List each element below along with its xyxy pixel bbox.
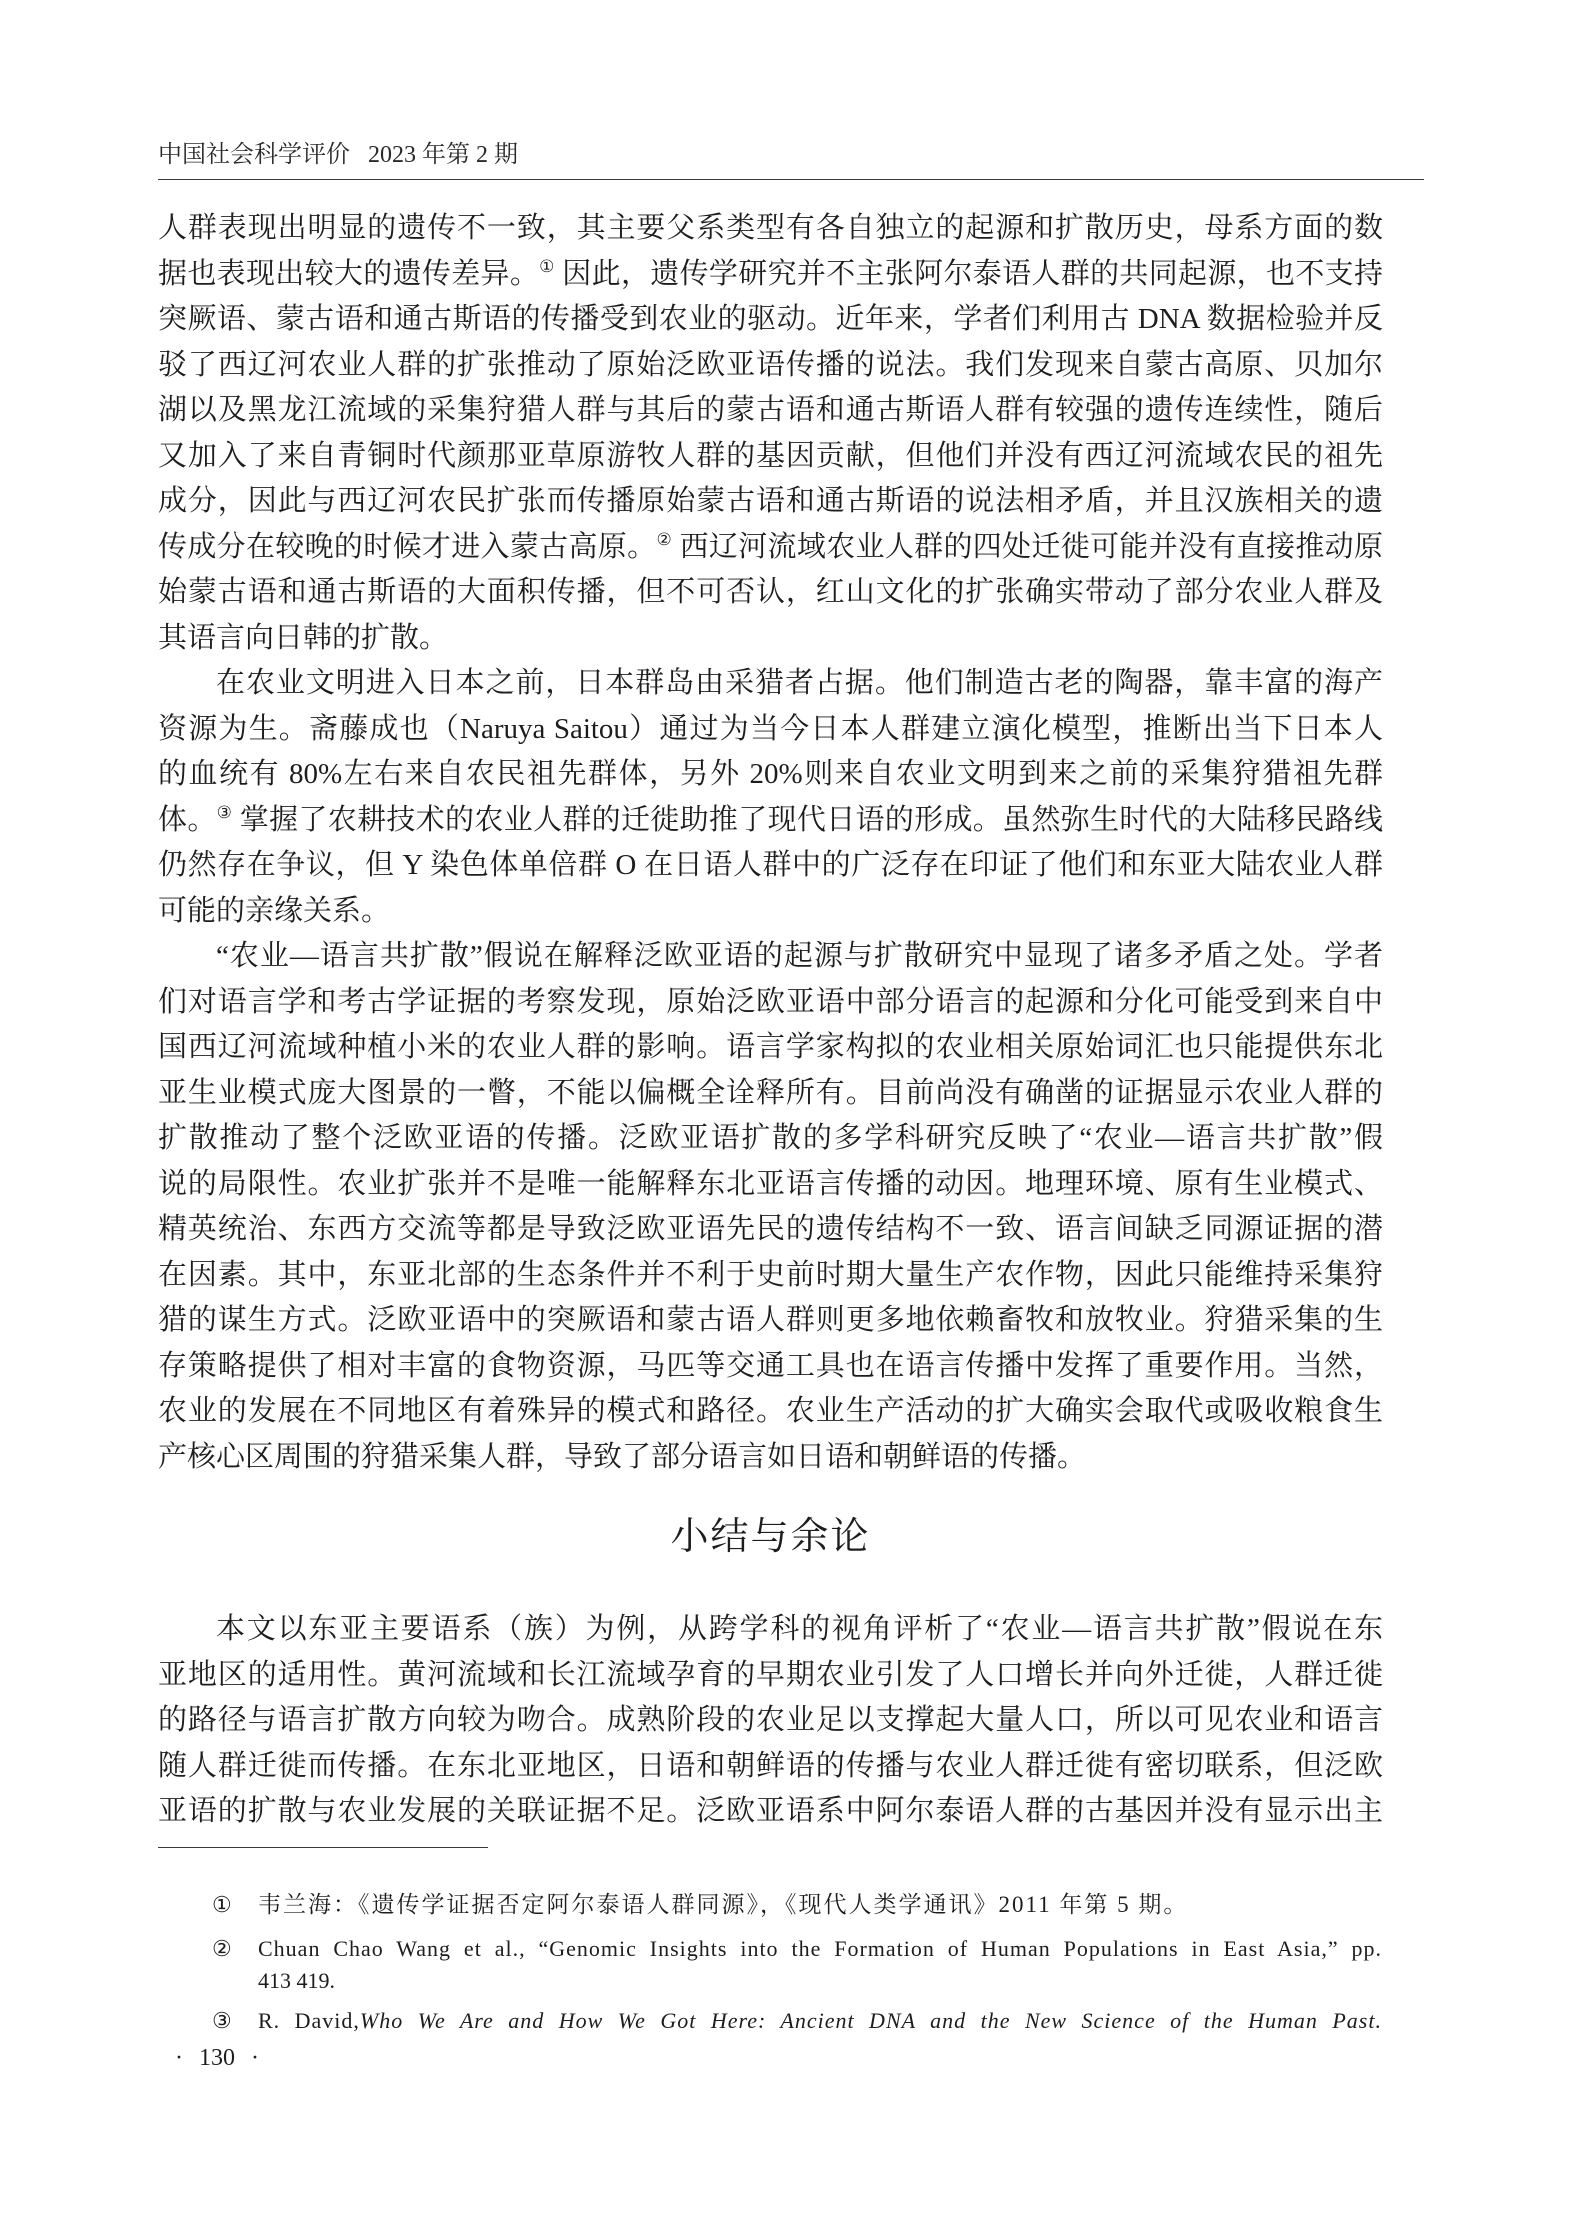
section-heading: 小结与余论 [670, 1516, 871, 1558]
footnote-line: Chuan Chao Wang et al., “Genomic Insights into the Formation of Human Populations in East Asia,” pp. [258, 1936, 1382, 1961]
body-line: 存策略提供了相对丰富的食物资源，马匹等交通工具也在语言传播中发挥了重要作用。当然， [158, 1349, 1383, 1382]
footnote-book-title: Who We Are and How We Got Here: Ancient DNA and the New Science of the Human Past. [359, 2008, 1382, 2033]
body-line: 可能的亲缘关系。 [158, 894, 391, 927]
body-paragraph [158, 206, 1383, 661]
body-line: 亚地区的适用性。黄河流域和长江流域孕育的早期农业引发了人口增长并向外迁徙，人群迁徙 [158, 1658, 1383, 1691]
body-line: 亚语的扩散与农业发展的关联证据不足。泛欧亚语系中阿尔泰语人群的古基因并没有显示出主 [158, 1795, 1383, 1827]
body-line: 人群表现出明显的遗传不一致，其主要父系类型有各自独立的起源和扩散历史，母系方面的数 [158, 212, 1383, 244]
body-line: “农业—语言共扩散”假说在解释泛欧亚语的起源与扩散研究中显现了诸多矛盾之处。学者 [216, 940, 1383, 972]
body-line: 湖以及黑龙江流域的采集狩猎人群与其后的蒙古语和通古斯语人群有较强的遗传连续性，随后 [158, 394, 1383, 426]
body-paragraph [158, 661, 1383, 934]
body-line: 驳了西辽河农业人群的扩张推动了原始泛欧亚语传播的说法。我们发现来自蒙古高原、贝加尔 [158, 348, 1383, 381]
footnote-1 [212, 1889, 1382, 1921]
body-line: 资源为生。斋藤成也（Naruya Saitou）通过为当今日本人群建立演化模型，推断出当下日本人 [158, 712, 1383, 745]
body-line: 在因素。其中，东亚北部的生态条件并不利于史前时期大量生产农作物，因此只能维持采集狩 [158, 1258, 1383, 1291]
body-line: 随人群迁徙而传播。在东北亚地区，日语和朝鲜语的传播与农业人群迁徙有密切联系，但泛欧 [158, 1749, 1383, 1782]
body-line: 在农业文明进入日本之前，日本群岛由采猎者占据。他们制造古老的陶器，靠丰富的海产 [216, 667, 1383, 699]
body-line: 精英统治、东西方交流等都是导致泛欧亚语先民的遗传结构不一致、语言间缺乏同源证据的潜 [158, 1213, 1383, 1245]
line-text: 掌握了农耕技术的农业人群的迁徙助推了现代日语的形成。虽然弥生时代的大陆移民路线 [232, 803, 1383, 836]
line-text: 据也表现出较大的遗传差异。 [158, 257, 540, 290]
body-line: 的路径与语言扩散方向较为吻合。成熟阶段的农业足以支撑起大量人口，所以可见农业和语言 [158, 1704, 1383, 1736]
body-line [158, 798, 1383, 844]
footnote-mark: ① [212, 1892, 232, 1917]
body-line [158, 525, 1383, 571]
body-line: 本文以东亚主要语系（族）为例，从跨学科的视角评析了“农业—语言共扩散”假说在东 [216, 1613, 1383, 1645]
footnote-line: 韦兰海：《遗传学证据否定阿尔泰语人群同源》，《现代人类学通讯》2011 年第 5 期。 [258, 1892, 1189, 1917]
footnote-line [258, 2005, 1382, 2037]
line-text: 因此，遗传学研究并不主张阿尔泰语人群的共同起源，也不支持 [554, 257, 1383, 290]
footnote-line: 413 419. [258, 1968, 335, 1993]
body-line: 突厥语、蒙古语和通古斯语的传播受到农业的驱动。近年来，学者们利用古 DNA 数据检验并反 [158, 303, 1383, 335]
body-line: 成分，因此与西辽河农民扩张而传播原始蒙古语和通古斯语的说法相矛盾，并且汉族相关的遗 [158, 485, 1383, 517]
line-text: 西辽河流域农业人群的四处迁徙可能并没有直接推动原 [672, 530, 1383, 563]
body-paragraph [158, 1607, 1383, 1835]
body-line: 其语言向日韩的扩散。 [158, 621, 449, 654]
body-line: 说的局限性。农业扩张并不是唯一能解释东北亚语言传播的动因。地理环境、原有生业模式、 [158, 1167, 1383, 1200]
body-paragraph [158, 934, 1383, 1480]
footnote-text [258, 2005, 1382, 2037]
body-line: 农业的发展在不同地区有着殊异的模式和路径。农业生产活动的扩大确实会取代或吸收粮食生 [158, 1395, 1383, 1427]
footnote-rule [158, 1847, 488, 1848]
body-text [158, 206, 1383, 1835]
body-line [158, 252, 1383, 298]
running-header [158, 139, 518, 171]
footnote-3 [212, 2005, 1382, 2037]
footnote-mark: ③ [212, 2008, 232, 2033]
issue-label: 2023 年第 2 期 [368, 142, 518, 168]
footnote-text [258, 1933, 1382, 1997]
body-line: 猎的谋生方式。泛欧亚语中的突厥语和蒙古语人群则更多地依赖畜牧和放牧业。狩猎采集的生 [158, 1304, 1383, 1336]
header-rule [158, 179, 1424, 180]
body-line: 产核心区周围的狩猎采集人群，导致了部分语言如日语和朝鲜语的传播。 [158, 1440, 1087, 1473]
page-number: · 130 · [175, 2045, 259, 2071]
body-line: 的血统有 80%左右来自农民祖先群体，另外 20%则来自农业文明到来之前的采集狩猎祖先群 [158, 758, 1383, 790]
body-line: 始蒙古语和通古斯语的大面积传播，但不可否认，红山文化的扩张确实带动了部分农业人群及 [158, 576, 1383, 608]
journal-title: 中国社会科学评价 [158, 142, 350, 168]
footnote-mark: ② [212, 1936, 232, 1961]
line-text: 传成分在较晚的时候才进入蒙古高原。 [158, 530, 657, 563]
footnote-ref-3: ③ [216, 802, 233, 822]
line-text: 体。 [158, 803, 217, 836]
body-line: 扩散推动了整个泛欧亚语的传播。泛欧亚语扩散的多学科研究反映了“农业—语言共扩散”假 [158, 1122, 1383, 1154]
body-line: 们对语言学和考古学证据的考察发现，原始泛欧亚语中部分语言的起源和分化可能受到来自中 [158, 985, 1383, 1018]
body-line: 又加入了来自青铜时代颜那亚草原游牧人群的基因贡献，但他们并没有西辽河流域农民的祖先 [158, 439, 1383, 472]
footnote-author: R. David, [258, 2008, 360, 2033]
footnote-ref-2: ② [656, 529, 673, 549]
body-line: 仍然存在争议，但 Y 染色体单倍群 O 在日语人群中的广泛存在印证了他们和东亚大陆农业人群 [158, 849, 1383, 881]
footnote-2 [212, 1933, 1382, 1997]
body-line: 亚生业模式庞大图景的一瞥，不能以偏概全诠释所有。目前尚没有确凿的证据显示农业人群的 [158, 1076, 1383, 1109]
body-line: 国西辽河流域种植小米的农业人群的影响。语言学家构拟的农业相关原始词汇也只能提供东北 [158, 1031, 1383, 1063]
footnote-ref-1: ① [539, 256, 555, 276]
footnote-text [258, 1889, 1382, 1921]
